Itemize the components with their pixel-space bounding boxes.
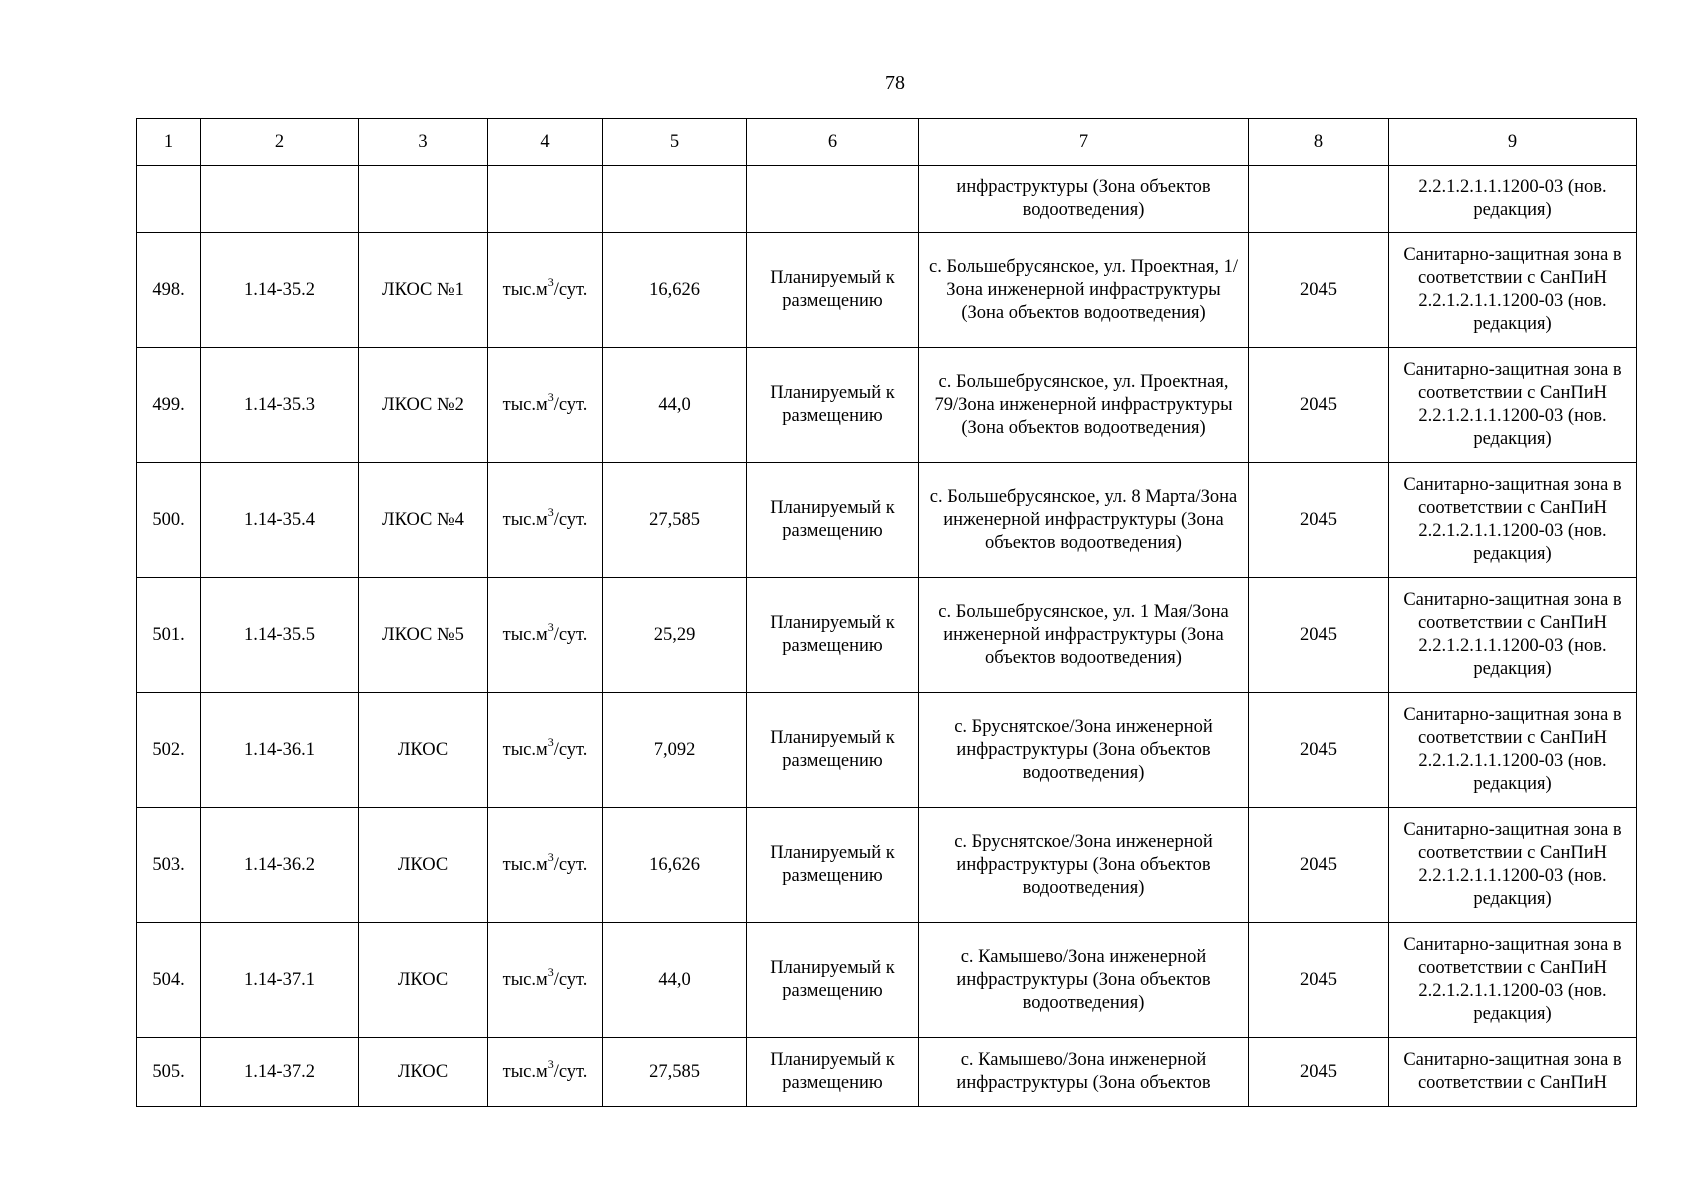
- unit-prefix: тыс.м: [502, 854, 548, 875]
- unit-exponent: 3: [547, 390, 554, 405]
- capacity-value-cell: 27,585: [603, 1038, 747, 1107]
- objects-table: [136, 118, 1637, 1107]
- norm-cell: Санитарно-защитная зона в соответствии с СанПиН 2.2.1.2.1.1.1200-03 (нов. редакция): [1389, 233, 1637, 348]
- location-cell: с. Камышево/Зона инженерной инфраструктуры (Зона объектов: [919, 1038, 1249, 1107]
- unit-suffix: /сут.: [553, 279, 588, 300]
- year-cell: 2045: [1249, 233, 1389, 348]
- object-code-cell: 1.14-36.1: [201, 693, 359, 808]
- column-header: 7: [919, 119, 1249, 166]
- object-name-cell: ЛКОС №5: [359, 578, 488, 693]
- status-cell: Планируемый к размещению: [747, 463, 919, 578]
- unit-suffix: /сут.: [553, 394, 588, 415]
- row-number-cell: 502.: [137, 693, 201, 808]
- continuation-row: [137, 166, 1637, 233]
- unit-cell: [488, 578, 603, 693]
- unit-prefix: тыс.м: [502, 279, 548, 300]
- object-name-cell: ЛКОС №1: [359, 233, 488, 348]
- norm-cell: Санитарно-защитная зона в соответствии с СанПиН: [1389, 1038, 1637, 1107]
- norm-cell: Санитарно-защитная зона в соответствии с СанПиН 2.2.1.2.1.1.1200-03 (нов. редакция): [1389, 463, 1637, 578]
- location-cell: с. Большебрусянское, ул. 1 Мая/Зона инженерной инфраструктуры (Зона объектов водоотведения): [919, 578, 1249, 693]
- object-code-cell: 1.14-37.1: [201, 923, 359, 1038]
- unit-prefix: тыс.м: [502, 509, 548, 530]
- norm-cell: Санитарно-защитная зона в соответствии с СанПиН 2.2.1.2.1.1.1200-03 (нов. редакция): [1389, 348, 1637, 463]
- empty-cell: [137, 166, 201, 233]
- status-cell: Планируемый к размещению: [747, 693, 919, 808]
- column-header: 4: [488, 119, 603, 166]
- row-number-cell: 504.: [137, 923, 201, 1038]
- table-row: [137, 463, 1637, 578]
- unit-prefix: тыс.м: [502, 394, 548, 415]
- capacity-value-cell: 27,585: [603, 463, 747, 578]
- unit-prefix: тыс.м: [502, 739, 548, 760]
- table-row: [137, 693, 1637, 808]
- empty-cell: [1249, 166, 1389, 233]
- object-name-cell: ЛКОС №4: [359, 463, 488, 578]
- capacity-value-cell: 16,626: [603, 808, 747, 923]
- column-header: 2: [201, 119, 359, 166]
- empty-cell: [747, 166, 919, 233]
- row-number-cell: 498.: [137, 233, 201, 348]
- column-header: 8: [1249, 119, 1389, 166]
- unit-cell: [488, 348, 603, 463]
- empty-cell: [359, 166, 488, 233]
- object-code-cell: 1.14-37.2: [201, 1038, 359, 1107]
- norm-cell: Санитарно-защитная зона в соответствии с СанПиН 2.2.1.2.1.1.1200-03 (нов. редакция): [1389, 923, 1637, 1038]
- column-header: 5: [603, 119, 747, 166]
- status-cell: Планируемый к размещению: [747, 923, 919, 1038]
- norm-cell: Санитарно-защитная зона в соответствии с СанПиН 2.2.1.2.1.1.1200-03 (нов. редакция): [1389, 808, 1637, 923]
- unit-exponent: 3: [547, 275, 554, 290]
- object-name-cell: ЛКОС: [359, 1038, 488, 1107]
- table-row: [137, 923, 1637, 1038]
- unit-suffix: /сут.: [553, 509, 588, 530]
- column-number-row: [137, 119, 1637, 166]
- location-cell: с. Большебрусянское, ул. 8 Марта/Зона инженерной инфраструктуры (Зона объектов водоотведения): [919, 463, 1249, 578]
- unit-exponent: 3: [547, 620, 554, 635]
- table-row: [137, 578, 1637, 693]
- empty-cell: [603, 166, 747, 233]
- object-code-cell: 1.14-35.4: [201, 463, 359, 578]
- unit-suffix: /сут.: [553, 969, 588, 990]
- location-cell: с. Большебрусянское, ул. Проектная, 1/Зона инженерной инфраструктуры (Зона объектов водоотведения): [919, 233, 1249, 348]
- norm-cell: Санитарно-защитная зона в соответствии с СанПиН 2.2.1.2.1.1.1200-03 (нов. редакция): [1389, 578, 1637, 693]
- object-name-cell: ЛКОС: [359, 808, 488, 923]
- row-number-cell: 501.: [137, 578, 201, 693]
- table-row: [137, 1038, 1637, 1107]
- row-number-cell: 503.: [137, 808, 201, 923]
- status-cell: Планируемый к размещению: [747, 233, 919, 348]
- object-name-cell: ЛКОС №2: [359, 348, 488, 463]
- status-cell: Планируемый к размещению: [747, 808, 919, 923]
- year-cell: 2045: [1249, 808, 1389, 923]
- unit-suffix: /сут.: [553, 739, 588, 760]
- column-header: 9: [1389, 119, 1637, 166]
- norm-cell: 2.2.1.2.1.1.1200-03 (нов. редакция): [1389, 166, 1637, 233]
- capacity-value-cell: 7,092: [603, 693, 747, 808]
- object-name-cell: ЛКОС: [359, 693, 488, 808]
- page-number: 78: [885, 72, 905, 94]
- column-header: 3: [359, 119, 488, 166]
- unit-exponent: 3: [547, 965, 554, 980]
- unit-prefix: тыс.м: [502, 624, 548, 645]
- unit-suffix: /сут.: [553, 1061, 588, 1082]
- unit-cell: [488, 923, 603, 1038]
- empty-cell: [201, 166, 359, 233]
- year-cell: 2045: [1249, 1038, 1389, 1107]
- location-cell: с. Бруснятское/Зона инженерной инфраструктуры (Зона объектов водоотведения): [919, 808, 1249, 923]
- status-cell: Планируемый к размещению: [747, 348, 919, 463]
- location-cell: инфраструктуры (Зона объектов водоотведения): [919, 166, 1249, 233]
- unit-cell: [488, 693, 603, 808]
- object-name-cell: ЛКОС: [359, 923, 488, 1038]
- year-cell: 2045: [1249, 348, 1389, 463]
- row-number-cell: 505.: [137, 1038, 201, 1107]
- unit-suffix: /сут.: [553, 624, 588, 645]
- column-header: 6: [747, 119, 919, 166]
- table-row: [137, 233, 1637, 348]
- empty-cell: [488, 166, 603, 233]
- table-row: [137, 348, 1637, 463]
- status-cell: Планируемый к размещению: [747, 578, 919, 693]
- norm-cell: Санитарно-защитная зона в соответствии с СанПиН 2.2.1.2.1.1.1200-03 (нов. редакция): [1389, 693, 1637, 808]
- unit-suffix: /сут.: [553, 854, 588, 875]
- capacity-value-cell: 44,0: [603, 348, 747, 463]
- unit-prefix: тыс.м: [502, 1061, 548, 1082]
- location-cell: с. Камышево/Зона инженерной инфраструктуры (Зона объектов водоотведения): [919, 923, 1249, 1038]
- capacity-value-cell: 25,29: [603, 578, 747, 693]
- location-cell: с. Бруснятское/Зона инженерной инфраструктуры (Зона объектов водоотведения): [919, 693, 1249, 808]
- row-number-cell: 499.: [137, 348, 201, 463]
- unit-exponent: 3: [547, 1057, 554, 1072]
- capacity-value-cell: 44,0: [603, 923, 747, 1038]
- status-cell: Планируемый к размещению: [747, 1038, 919, 1107]
- object-code-cell: 1.14-35.3: [201, 348, 359, 463]
- location-cell: с. Большебрусянское, ул. Проектная, 79/Зона инженерной инфраструктуры (Зона объектов водоотведения): [919, 348, 1249, 463]
- object-code-cell: 1.14-35.2: [201, 233, 359, 348]
- column-header: 1: [137, 119, 201, 166]
- year-cell: 2045: [1249, 923, 1389, 1038]
- unit-exponent: 3: [547, 850, 554, 865]
- object-code-cell: 1.14-35.5: [201, 578, 359, 693]
- unit-cell: [488, 463, 603, 578]
- capacity-value-cell: 16,626: [603, 233, 747, 348]
- year-cell: 2045: [1249, 578, 1389, 693]
- unit-cell: [488, 808, 603, 923]
- unit-prefix: тыс.м: [502, 969, 548, 990]
- table-row: [137, 808, 1637, 923]
- unit-exponent: 3: [547, 505, 554, 520]
- unit-cell: [488, 1038, 603, 1107]
- row-number-cell: 500.: [137, 463, 201, 578]
- object-code-cell: 1.14-36.2: [201, 808, 359, 923]
- unit-cell: [488, 233, 603, 348]
- year-cell: 2045: [1249, 463, 1389, 578]
- year-cell: 2045: [1249, 693, 1389, 808]
- unit-exponent: 3: [547, 735, 554, 750]
